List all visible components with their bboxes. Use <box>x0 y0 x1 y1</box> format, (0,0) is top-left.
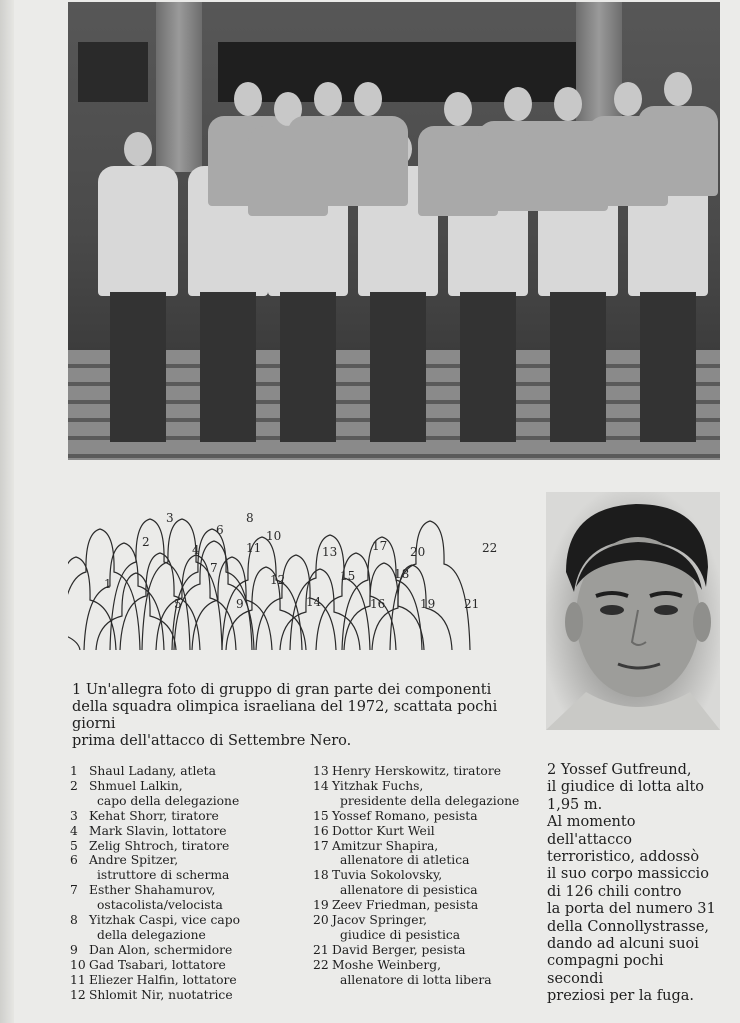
list-item-text: Mark Slavin, lottatore <box>89 823 227 838</box>
outline-number: 17 <box>372 539 388 553</box>
list-item-text: Zeev Friedman, pesista <box>332 898 479 913</box>
caption-line: Al momento dell'attacco <box>547 814 636 848</box>
list-item <box>70 928 240 943</box>
outline-number: 5 <box>174 597 182 611</box>
list-item <box>70 868 240 883</box>
list-item <box>313 868 519 883</box>
list-item-text: Yitzhak Caspi, vice capo <box>89 913 240 928</box>
outline-number: 8 <box>246 511 254 525</box>
outline-number: 21 <box>464 597 480 611</box>
list-item-number <box>313 853 332 868</box>
outline-number: 6 <box>216 523 224 537</box>
list-item <box>313 853 519 868</box>
outline-number: 19 <box>420 597 436 611</box>
caption-line: 1 Un'allegra foto di gruppo di gran parte dei componenti <box>72 682 492 698</box>
list-item-number <box>313 794 332 809</box>
group-photo <box>68 2 720 460</box>
list-item-text: capo della delegazione <box>97 793 240 808</box>
list-item-number: 4 <box>70 823 78 838</box>
outline-number: 20 <box>410 545 426 559</box>
list-item-text: Esther Shahamurov, <box>89 883 216 898</box>
outline-number: 11 <box>246 541 262 555</box>
list-item <box>313 943 519 958</box>
outline-number: 16 <box>370 597 386 611</box>
list-item-text: della delegazione <box>97 927 206 942</box>
list-item <box>70 898 240 913</box>
list-item <box>313 779 519 794</box>
person-outline <box>174 541 254 650</box>
list-item <box>70 839 240 854</box>
caption-line: la porta del numero 31 <box>547 901 716 918</box>
outline-number: 9 <box>236 597 244 611</box>
caption-line: preziosi per la fuga. <box>547 988 695 1005</box>
list-item-number: 19 <box>313 898 329 913</box>
list-item-number: 2 <box>70 778 78 793</box>
list-item-number: 12 <box>70 987 86 1002</box>
group-outline-diagram <box>68 500 538 650</box>
list-item-text: Tuvia Sokolovsky, <box>332 868 443 883</box>
caption-line: della Connollystrasse, <box>547 918 710 935</box>
list-item-number <box>70 898 89 913</box>
list-item-text: Kehat Shorr, tiratore <box>89 808 219 823</box>
list-item-text: Gad Tsabari, lottatore <box>89 957 226 972</box>
list-item-number: 7 <box>70 883 78 898</box>
outline-number: 14 <box>306 595 322 609</box>
list-item <box>70 943 240 958</box>
member-list-left <box>70 764 240 1003</box>
list-item <box>70 883 240 898</box>
caption-line: 1,95 m. <box>547 796 603 813</box>
caption-line: 2 Yossef Gutfreund, <box>547 762 692 778</box>
outline-number: 4 <box>192 543 200 557</box>
list-item-text: Shmuel Lalkin, <box>89 778 183 793</box>
person-outline <box>156 555 236 650</box>
list-item-text: Moshe Weinberg, <box>332 957 441 972</box>
outline-number: 12 <box>270 573 286 587</box>
list-item-text: allenatore di atletica <box>340 853 470 868</box>
caption-line: compagni pochi secondi <box>547 953 664 987</box>
list-item-number <box>313 883 332 898</box>
list-item-text: istruttore di scherma <box>97 868 230 883</box>
list-item-number: 10 <box>70 957 86 972</box>
outline-number: 15 <box>340 569 356 583</box>
list-item-number: 21 <box>313 942 329 957</box>
person-outline <box>120 553 200 650</box>
list-item-text: ostacolista/velocista <box>97 898 223 913</box>
caption-line: della squadra olimpica israeliana del 1972, scattata pochi giorni <box>72 699 498 732</box>
caption-line: terroristico, addossò <box>547 849 700 866</box>
list-item <box>313 839 519 854</box>
list-item-number <box>313 973 332 988</box>
list-item <box>313 764 519 779</box>
list-item <box>70 809 240 824</box>
outline-number: 1 <box>104 577 112 591</box>
list-item-number <box>70 928 89 943</box>
page-gutter <box>0 0 14 1023</box>
outline-number: 22 <box>482 541 498 555</box>
list-item-text: presidente della delegazione <box>340 793 520 808</box>
list-item-text: Zelig Shtroch, tiratore <box>89 838 230 853</box>
list-item <box>313 809 519 824</box>
list-item <box>70 988 240 1003</box>
person-outline <box>172 529 252 650</box>
list-item-number: 20 <box>313 913 329 928</box>
list-item <box>70 794 240 809</box>
list-item <box>70 779 240 794</box>
list-item-text: Dottor Kurt Weil <box>332 823 435 838</box>
caption-line: prima dell'attacco di Settembre Nero. <box>72 733 352 749</box>
outline-number: 2 <box>142 535 150 549</box>
list-item-text: giudice di pesistica <box>340 927 461 942</box>
list-item-text: allenatore di lotta libera <box>340 972 492 987</box>
list-item-text: Yossef Romano, pesista <box>332 808 478 823</box>
list-item-text: Amitzur Shapira, <box>332 838 439 853</box>
list-item-number: 15 <box>313 808 329 823</box>
person-outline <box>390 521 470 650</box>
list-item-number <box>70 794 89 809</box>
list-item <box>70 853 240 868</box>
list-item <box>70 824 240 839</box>
list-item <box>70 973 240 988</box>
list-item-number: 17 <box>313 838 329 853</box>
list-item-text: allenatore di pesistica <box>340 883 478 898</box>
portrait-photo <box>546 492 720 730</box>
list-item <box>313 958 519 973</box>
person-outline <box>68 589 80 650</box>
list-item-number <box>70 868 89 883</box>
list-item-text: Eliezer Halfin, lottatore <box>89 972 237 987</box>
list-item <box>313 913 519 928</box>
caption-line: il suo corpo massiccio <box>547 866 709 883</box>
list-item-number: 1 <box>70 764 78 778</box>
list-item-text: Jacov Springer, <box>332 913 428 928</box>
list-item <box>313 973 519 988</box>
list-item-text: Andre Spitzer, <box>89 853 179 868</box>
list-item-number: 6 <box>70 853 78 868</box>
outline-number: 18 <box>394 567 410 581</box>
list-item-number <box>313 928 332 943</box>
portrait-face <box>546 492 720 730</box>
list-item-number: 5 <box>70 838 78 853</box>
list-item <box>313 928 519 943</box>
photo-window <box>78 42 148 102</box>
list-item <box>313 794 519 809</box>
photo-column <box>156 2 202 172</box>
list-item <box>70 764 240 779</box>
list-item <box>313 824 519 839</box>
group-photo-caption <box>72 682 542 750</box>
member-list-right <box>313 764 519 988</box>
list-item <box>313 883 519 898</box>
list-item-number: 13 <box>313 764 329 778</box>
list-item-text: Shaul Ladany, atleta <box>89 764 216 778</box>
list-item-text: Yitzhak Fuchs, <box>332 778 424 793</box>
list-item-number: 11 <box>70 972 86 987</box>
list-item-number: 14 <box>313 778 329 793</box>
caption-line: il giudice di lotta alto <box>547 779 705 796</box>
portrait-caption <box>547 762 722 1006</box>
outline-number: 7 <box>210 561 218 575</box>
list-item-text: Dan Alon, schermidore <box>89 942 233 957</box>
outline-number: 3 <box>166 511 174 525</box>
list-item-text: Shlomit Nir, nuotatrice <box>89 987 233 1002</box>
list-item-number: 22 <box>313 957 329 972</box>
outline-number: 13 <box>322 545 338 559</box>
list-item <box>70 958 240 973</box>
caption-line: dando ad alcuni suoi <box>547 936 699 953</box>
list-item-number: 9 <box>70 942 78 957</box>
list-item-text: David Berger, pesista <box>332 942 466 957</box>
list-item-number: 3 <box>70 808 78 823</box>
list-item-number: 16 <box>313 823 329 838</box>
caption-line: di 126 chili contro <box>547 883 682 900</box>
list-item-number: 8 <box>70 913 78 928</box>
outline-number: 10 <box>266 529 282 543</box>
list-item-number: 18 <box>313 868 329 883</box>
list-item <box>70 913 240 928</box>
list-item-text: Henry Herskowitz, tiratore <box>332 764 501 778</box>
list-item <box>313 898 519 913</box>
